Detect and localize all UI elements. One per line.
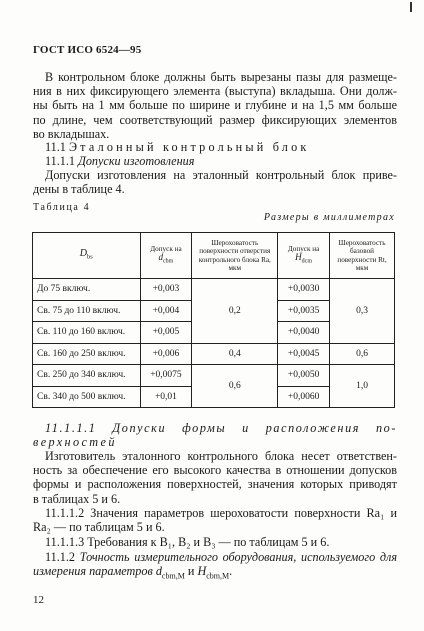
cell-ra: 0,2 bbox=[192, 279, 278, 344]
text-line: 11.1.2 Точность измерительного оборудования, используемого для bbox=[45, 550, 398, 564]
text-line: верхностей bbox=[33, 435, 117, 450]
section-title: Допуски изготовления bbox=[78, 154, 195, 168]
intro-paragraph bbox=[33, 70, 397, 141]
text-line: 11.1.1.3 Требования к B₁, B₂ и B₃ — по таблицам 5 и 6. bbox=[45, 535, 330, 549]
cell-tol-d: +0,006 bbox=[140, 343, 192, 365]
cell-tol-h: +0,0040 bbox=[278, 322, 330, 344]
cell-tol-h: +0,0050 bbox=[278, 365, 330, 387]
section-number: 11.1 bbox=[45, 140, 66, 154]
table-row bbox=[33, 279, 395, 301]
cell-tol-h: +0,0030 bbox=[278, 279, 330, 301]
cell-tol-d: +0,01 bbox=[140, 386, 192, 408]
cell-tol-d: +0,003 bbox=[140, 279, 192, 301]
cell-rt: 0,6 bbox=[330, 343, 395, 365]
section-heading-11-1-1 bbox=[45, 154, 385, 168]
header-diameter: $D_{bs}$ bbox=[33, 233, 141, 279]
cell-tol-h: +0,0045 bbox=[278, 343, 330, 365]
section-heading-11-1 bbox=[45, 140, 385, 154]
text-line: 11.1.1.2 Значения параметров шероховатости поверхности Ra₁ и bbox=[45, 506, 397, 520]
cell-range: Св. 75 до 110 включ. bbox=[33, 300, 141, 322]
tolerance-paragraph bbox=[33, 168, 397, 196]
page-number: 12 bbox=[33, 594, 44, 606]
section-heading-11-1-1-1 bbox=[33, 421, 397, 449]
text-line: в таблицах 5 и 6. bbox=[33, 491, 121, 506]
cell-rt: 0,3 bbox=[330, 279, 395, 344]
manufacturer-paragraph bbox=[33, 449, 397, 506]
text-line: Ra₂ — по таблицам 5 и 6. bbox=[33, 520, 165, 535]
table-row bbox=[33, 365, 395, 387]
cell-ra: 0,4 bbox=[192, 343, 278, 365]
text-line: во вкладышах. bbox=[33, 126, 110, 141]
standard-header: ГОСТ ИСО 6524—95 bbox=[33, 44, 142, 56]
section-11-1-2 bbox=[33, 550, 397, 584]
cell-range: Св. 250 до 340 включ. bbox=[33, 365, 141, 387]
cell-range: Св. 110 до 160 включ. bbox=[33, 322, 141, 344]
table-header-row bbox=[33, 233, 395, 279]
section-title: Эталонный контрольный блок bbox=[68, 140, 310, 154]
text-line: ния в них фиксирующего элемента (выступа) вкладыша. Они долж- bbox=[33, 84, 397, 99]
text-line: измерения параметров $d_{cbm,M}$ и $H_{cbm,M}$. bbox=[33, 564, 233, 581]
text-line: 11.1.1.1 Допуски формы и расположения по- bbox=[45, 421, 397, 435]
header-roughness-hole: Шероховатость поверхности отверстия контрольного блока Ra, мкм bbox=[192, 233, 278, 279]
header-tolerance-d: Допуск на $d_{cbm}$ bbox=[140, 233, 192, 279]
cell-range: Св. 340 до 500 включ. bbox=[33, 386, 141, 408]
text-line: ность за обеспечение его высокого качества в отношении допусков bbox=[33, 463, 397, 478]
section-11-1-1-3 bbox=[33, 535, 397, 549]
table-units: Размеры в миллиметрах bbox=[263, 212, 395, 223]
cell-tol-d: +0,005 bbox=[140, 322, 192, 344]
tolerance-table bbox=[32, 232, 395, 408]
text-line: В контрольном блоке должны быть вырезаны пазы для размеще- bbox=[45, 70, 397, 84]
section-11-1-1-2 bbox=[33, 506, 397, 534]
section-number: 11.1.1 bbox=[45, 154, 76, 168]
cell-tol-h: +0,0035 bbox=[278, 300, 330, 322]
cell-ra: 0,6 bbox=[192, 365, 278, 408]
margin-mark bbox=[410, 2, 412, 12]
cell-tol-d: +0,004 bbox=[140, 300, 192, 322]
text-line: ны быть на 1 мм больше по ширине и глубине и на 1,5 мм больше bbox=[33, 98, 397, 113]
table-caption: Таблица 4 bbox=[33, 202, 91, 213]
header-roughness-base: Шероховатость базовой поверхности Rt, мкм bbox=[330, 233, 395, 279]
text-line: Изготовитель эталонного контрольного блока несет ответствен- bbox=[45, 449, 397, 463]
cell-rt: 1,0 bbox=[330, 365, 395, 408]
text-line: Допуски изготовления на эталонный контрольный блок приве- bbox=[45, 168, 397, 182]
cell-range: Св. 160 до 250 включ. bbox=[33, 343, 141, 365]
header-tolerance-h: Допуск на $H_{dcm}$ bbox=[278, 233, 330, 279]
cell-range: До 75 включ. bbox=[33, 279, 141, 301]
cell-tol-h: +0,0060 bbox=[278, 386, 330, 408]
text-line: по длине, чем соответствующий размер фиксирующих элементов bbox=[33, 112, 397, 127]
text-line: дены в таблице 4. bbox=[33, 182, 125, 197]
text-line: формы и расположения поверхностей, значения которых приводят bbox=[33, 477, 397, 492]
table-row bbox=[33, 343, 395, 365]
cell-tol-d: +0,0075 bbox=[140, 365, 192, 387]
